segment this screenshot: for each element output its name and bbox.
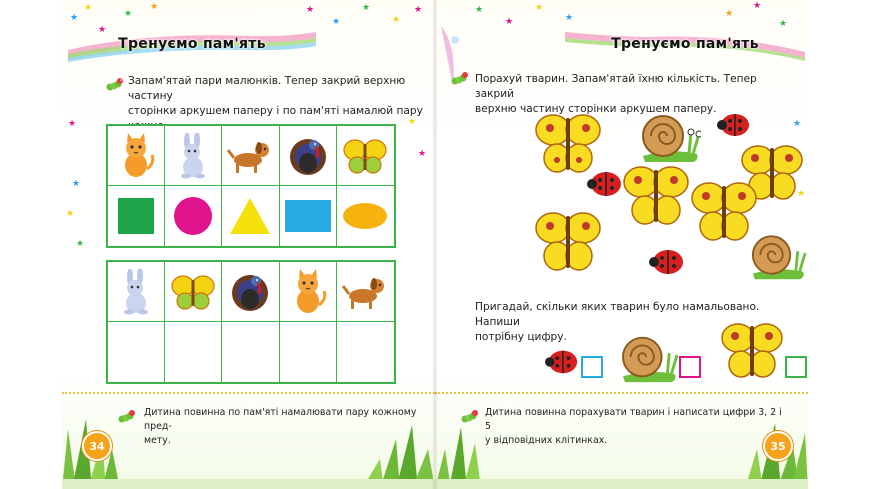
grid-cell [108, 262, 165, 322]
grid-cell [165, 262, 222, 322]
star-icon: ★ [725, 9, 734, 19]
instruction-line: Запам'ятай пари малюнків. Тепер закрий верхню частину [128, 75, 406, 102]
butterfly-count-box[interactable] [785, 356, 807, 378]
turkey-icon [286, 133, 330, 179]
answer-cell[interactable] [337, 322, 394, 382]
star-icon: ★ [505, 17, 514, 27]
grid-cell [165, 186, 222, 246]
ladybug-count-box[interactable] [581, 356, 603, 378]
grid-cell [280, 262, 337, 322]
book-spread [62, 0, 808, 489]
grid-cell [280, 126, 337, 186]
butterfly-icon [721, 318, 783, 384]
grass-decoration-icon [435, 419, 808, 489]
instruction-line: сторінки аркушем паперу і по пам'яті намалюй пару [128, 105, 423, 117]
star-icon: ★ [408, 117, 417, 127]
star-icon: ★ [306, 5, 315, 15]
blue-rectangle-shape [285, 200, 331, 232]
ladybug-icon [649, 246, 685, 276]
star-icon: ★ [753, 1, 762, 11]
grid-cell [222, 262, 279, 322]
snail-icon [641, 108, 701, 164]
star-icon: ★ [98, 25, 107, 35]
ladybug-icon [717, 110, 751, 138]
page-title: Тренуємо пам'ять [611, 36, 759, 52]
divider-line [435, 392, 808, 394]
question-line: Пригадай, скільки яких тварин було намальовано. Напиши [475, 301, 760, 328]
snail-count-box[interactable] [679, 356, 701, 378]
star-icon: ★ [150, 2, 159, 12]
grid-cell [222, 186, 279, 246]
star-icon: ★ [76, 239, 85, 249]
butterfly-icon [171, 272, 215, 312]
grid-cell [337, 186, 394, 246]
pairs-grid-bottom [106, 260, 396, 384]
butterfly-icon [343, 136, 387, 176]
star-icon: ★ [124, 9, 133, 19]
divider-line [62, 392, 435, 394]
star-icon: ★ [72, 179, 81, 189]
green-square-shape [118, 198, 154, 234]
caterpillar-icon [451, 70, 469, 86]
page-number: 34 [82, 431, 112, 461]
yellow-triangle-shape [230, 198, 270, 234]
magenta-circle-shape [174, 197, 212, 235]
title-banner [565, 30, 805, 62]
grid-cell [108, 186, 165, 246]
question-line: потрібну цифру. [475, 331, 567, 343]
page-title: Тренуємо пам'ять [118, 36, 266, 52]
star-icon: ★ [475, 5, 484, 15]
grass-decoration-icon [62, 419, 435, 489]
star-icon: ★ [418, 149, 427, 159]
right-page [435, 0, 808, 489]
rabbit-icon [116, 269, 156, 315]
ladybug-icon [545, 346, 579, 376]
star-icon: ★ [779, 19, 788, 29]
answer-cell[interactable] [108, 322, 165, 382]
grid-cell [337, 262, 394, 322]
star-icon: ★ [332, 17, 341, 27]
title-banner [68, 30, 316, 62]
grid-cell [108, 126, 165, 186]
star-icon: ★ [84, 3, 93, 13]
book-gutter [432, 0, 438, 489]
butterfly-icon [535, 206, 601, 278]
star-icon: ★ [68, 119, 77, 129]
star-icon: ★ [414, 5, 423, 15]
note-line: мету. [144, 435, 171, 446]
left-page [62, 0, 435, 489]
snail-icon [751, 228, 807, 282]
pairs-grid-top [106, 124, 396, 248]
butterfly-icon [623, 160, 689, 232]
orange-ellipse-shape [343, 203, 387, 229]
grid-cell [222, 126, 279, 186]
star-icon: ★ [70, 13, 79, 23]
star-icon: ★ [392, 15, 401, 25]
cat-icon [288, 269, 328, 315]
answer-cell[interactable] [280, 322, 337, 382]
star-icon: ★ [535, 3, 544, 13]
star-icon: ★ [565, 13, 574, 23]
note-line: Дитина повинна по пам'яті намалювати пару кожному пред- [144, 407, 417, 432]
grid-cell [337, 126, 394, 186]
dog-icon [341, 272, 389, 312]
cat-icon [116, 133, 156, 179]
page-number: 35 [763, 431, 793, 461]
star-icon: ★ [797, 189, 806, 199]
turkey-icon [228, 269, 272, 315]
note-line: Дитина повинна порахувати тварин і написати цифри 3, 2 і 5 [485, 407, 782, 432]
star-icon: ★ [793, 119, 802, 129]
grid-cell [280, 186, 337, 246]
star-icon: ★ [66, 209, 75, 219]
star-icon: ★ [362, 3, 371, 13]
snail-icon [621, 330, 679, 384]
caterpillar-icon [106, 76, 124, 92]
dog-icon [226, 136, 274, 176]
ladybug-icon [587, 168, 623, 198]
butterfly-icon [691, 176, 757, 248]
answer-cell[interactable] [165, 322, 222, 382]
instruction-line: Порахуй тварин. Запам'ятай їхню кількість. Тепер закрий [475, 73, 757, 100]
rabbit-icon [173, 133, 213, 179]
answer-cell[interactable] [222, 322, 279, 382]
instruction-line: верхню частину сторінки аркушем паперу. [475, 103, 717, 115]
note-line: у відповідних клітинках. [485, 435, 608, 446]
grid-cell [165, 126, 222, 186]
